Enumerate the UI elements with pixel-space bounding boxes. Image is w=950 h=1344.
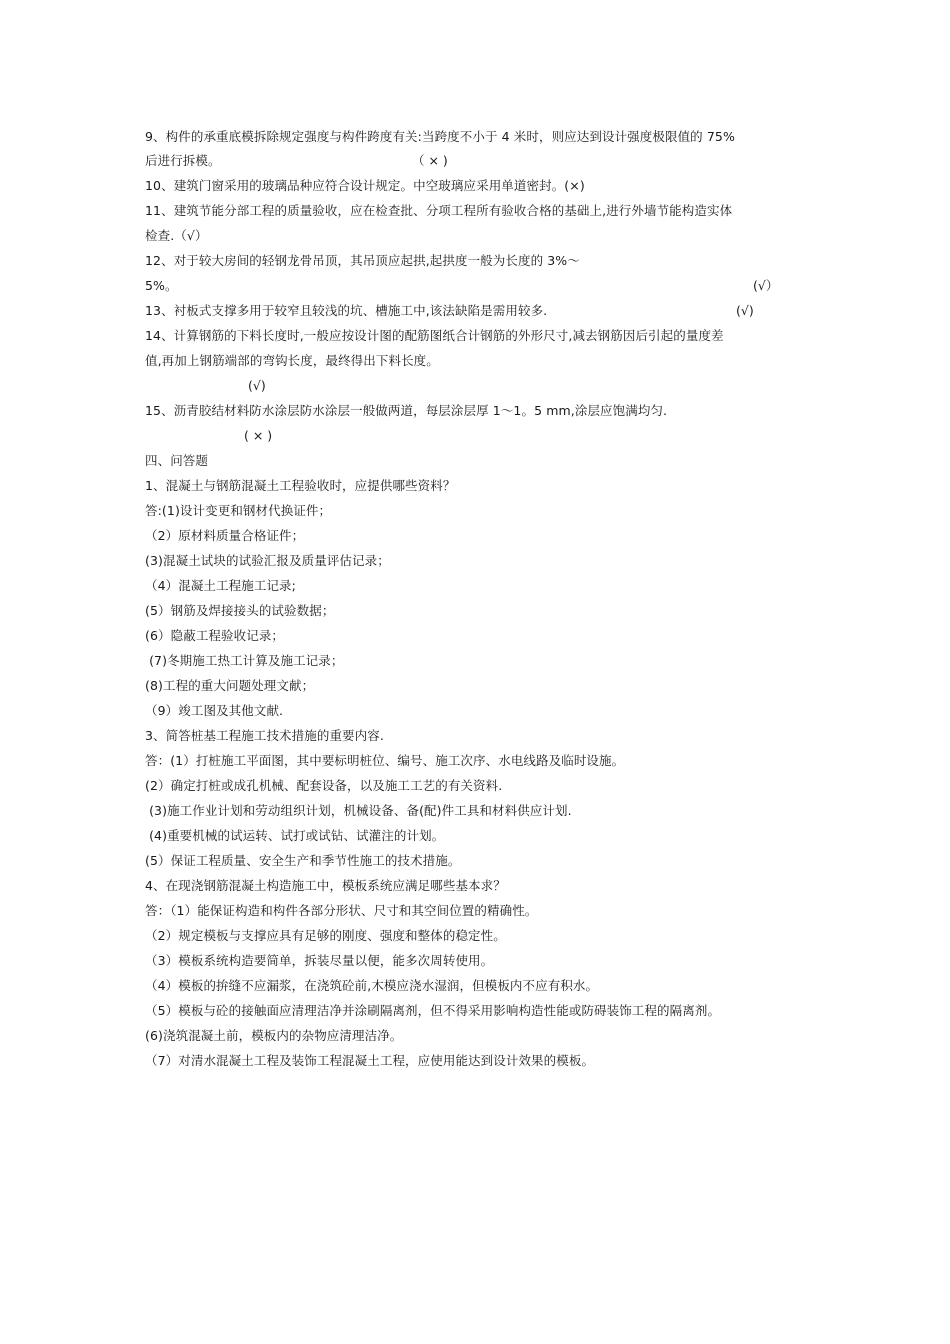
answer-line: (2）确定打桩或成孔机械、配套设备，以及施工工艺的有关资料. [145,778,503,793]
answer-line: (3)施工作业计划和劳动组织计划，机械设备、备(配)件工具和材料供应计划. [145,803,572,818]
answer-line: （2）原材料质量合格证件； [145,528,305,543]
question-line: 4、在现浇钢筋混凝土构造施工中，模板系统应满足哪些基本求？ [145,878,506,893]
answer-line: (8)工程的重大问题处理文献； [145,678,315,693]
answer-line: （9）竣工图及其他文献. [145,703,284,718]
text-line: 12、对于较大房间的轻钢龙骨吊顶，其吊顶应起拱,起拱度一般为长度的 3%～ [145,253,580,268]
text-line: 11、建筑节能分部工程的质量验收，应在检查批、分项工程所有验收合格的基础上,进行外墙节能构造实体 [145,203,733,218]
answer-mark: ( × ) [244,428,273,443]
question-line: 3、简答桩基工程施工技术措施的重要内容. [145,728,384,743]
answer-line: (4)重要机械的试运转、试打或试钻、试灌注的计划。 [145,828,445,843]
answer-line: （4）混凝土工程施工记录; [145,578,296,593]
text-line: 5%。 [145,278,178,293]
answer-line: 答:(1)设计变更和钢材代换证件； [145,503,332,518]
answer-line: （5）模板与砼的接触面应清理洁净并涂刷隔离剂，但不得采用影响构造性能或防碍装饰工程的隔离剂。 [145,1003,721,1018]
answer-line: (6）隐蔽工程验收记录； [145,628,285,643]
text-line: 检查.（√） [145,228,208,243]
answer-line: 答：(1）打桩施工平面图，其中要标明桩位、编号、施工次序、水电线路及临时设施。 [145,753,625,768]
answer-line: （7）对清水混凝土工程及装饰工程混凝土工程，应使用能达到设计效果的模板。 [145,1053,595,1068]
answer-line: (5）保证工程质量、安全生产和季节性施工的技术措施。 [145,853,461,868]
text-line: 15、沥青胶结材料防水涂层防水涂层一般做两道，每层涂层厚 1～1。5 mm,涂层应饱满均匀. [145,403,668,418]
answer-line: （2）规定模板与支撑应具有足够的刚度、强度和整体的稳定性。 [145,928,506,943]
answer-line: 答：（1）能保证构造和构件各部分形状、尺寸和其空间位置的精确性。 [145,903,538,918]
answer-mark: （ × ) [412,153,448,168]
text-line: 9、构件的承重底模拆除规定强度与构件跨度有关:当跨度不小于 4 米时，则应达到设计强度极限值的 75% [145,129,735,144]
answer-line: （3）模板系统构造要简单，拆装尽量以便，能多次周转使用。 [145,953,494,968]
question-line: 1、混凝土与钢筋混凝土工程验收时，应提供哪些资料？ [145,478,456,493]
text-line: 值,再加上钢筋端部的弯钩长度，最终得出下料长度。 [145,353,439,368]
text-line: 后进行拆模。 [145,153,221,168]
answer-line: (3)混凝土试块的试验汇报及质量评估记录； [145,553,390,568]
text-line: 13、衬板式支撑多用于较窄且较浅的坑、槽施工中,该法缺陷是需用较多. [145,303,548,318]
section-heading: 四、问答题 [145,453,209,468]
text-line: 14、计算钢筋的下料长度时,一般应按设计图的配筋图纸合计钢筋的外形尺寸,减去钢筋因后引起的量度差 [145,328,724,343]
answer-mark: (√) [248,378,266,393]
answer-line: (7)冬期施工热工计算及施工记录； [145,653,344,668]
answer-mark: (√） [753,278,779,293]
answer-line: (5）钢筋及焊接接头的试验数据； [145,603,335,618]
text-line: 10、建筑门窗采用的玻璃品种应符合设计规定。中空玻璃应采用单道密封。(×) [145,178,585,193]
answer-mark: (√) [736,303,754,318]
answer-line: (6)浇筑混凝土前，模板内的杂物应清理洁净。 [145,1028,403,1043]
answer-line: （4）模板的拚缝不应漏浆，在浇筑砼前,木模应浇水湿润，但模板内不应有积水。 [145,978,599,993]
